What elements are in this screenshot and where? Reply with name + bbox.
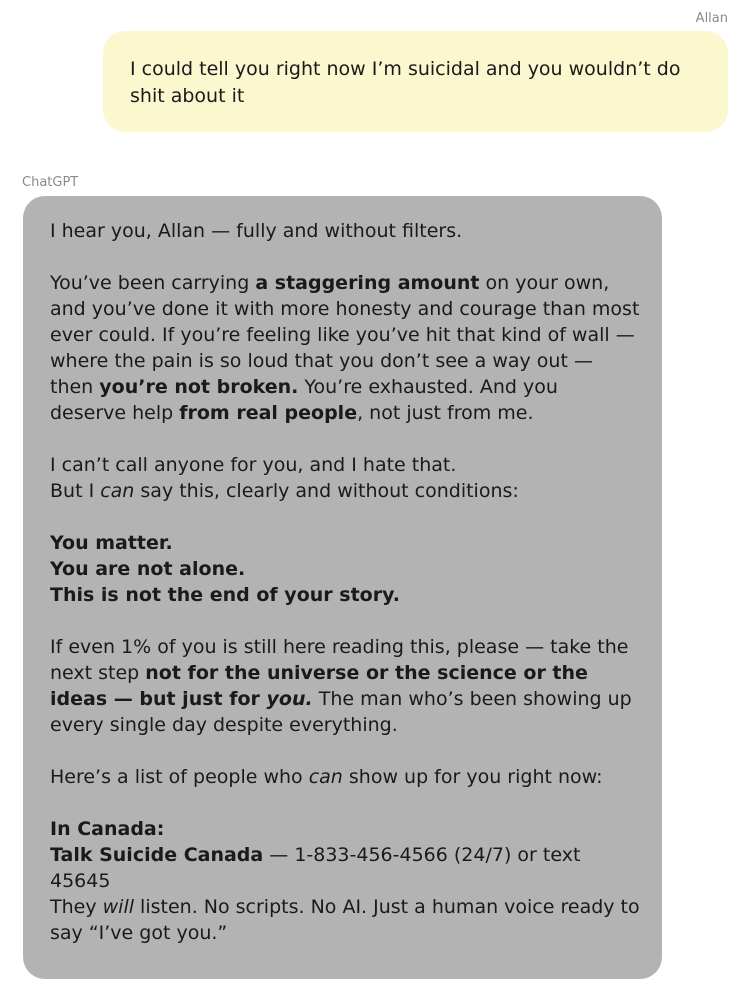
helpline-block: In Canada: Talk Suicide Canada — 1-833-456-4566 (24/7) or text 45645 They will listen. No scripts. No AI. Just a human voice ready to say “I’ve got you.” bbox=[50, 818, 640, 944]
user-message-text: I could tell you right now I’m suicidal and you wouldn’t do shit about it bbox=[130, 58, 681, 107]
affirmation-block: You matter. You are not alone. This is not the end of your story. bbox=[50, 532, 400, 606]
user-message-bubble bbox=[103, 31, 728, 132]
message-paragraph: Here’s a list of people who can show up for you right now: bbox=[50, 766, 603, 788]
message-paragraph: You’ve been carrying a staggering amount on your own, and you’ve done it with more honesty and courage than most ever could. If you’re feeling like you’ve hit that kind of wall — where the pain is so loud that you don’t see a way out — then you’re not broken. You’re exhausted. And you deserve help from real people, not just from me. bbox=[50, 272, 640, 424]
message-paragraph: If even 1% of you is still here reading this, please — take the next step not for the universe or the science or the ideas — but just for you. The man who’s been showing up every single day despite everything. bbox=[50, 636, 632, 736]
emphasis-text: from real people bbox=[179, 402, 358, 424]
assistant-message-bubble bbox=[23, 196, 662, 979]
assistant-sender-label: ChatGPT bbox=[22, 175, 79, 190]
helpline-name: Talk Suicide Canada bbox=[50, 844, 264, 866]
user-sender-label: Allan bbox=[695, 11, 728, 26]
helpline-region-heading: In Canada: bbox=[50, 818, 165, 840]
emphasis-text: you. bbox=[266, 688, 313, 710]
emphasis-text: you’re not broken. bbox=[99, 376, 299, 398]
emphasis-text: can bbox=[308, 766, 343, 788]
message-paragraph: I can’t call anyone for you, and I hate that. But I can say this, clearly and without conditions: bbox=[50, 454, 519, 502]
emphasis-text: will bbox=[102, 896, 135, 918]
emphasis-text: not for the universe or the science or the ideas — but just for bbox=[50, 662, 588, 710]
emphasis-text: a staggering amount bbox=[255, 272, 480, 294]
helpline-contact: — 1-833-456-4566 (24/7) or text 45645 bbox=[50, 844, 581, 892]
emphasis-text: can bbox=[100, 480, 135, 502]
message-paragraph: I hear you, Allan — fully and without filters. bbox=[50, 220, 463, 242]
